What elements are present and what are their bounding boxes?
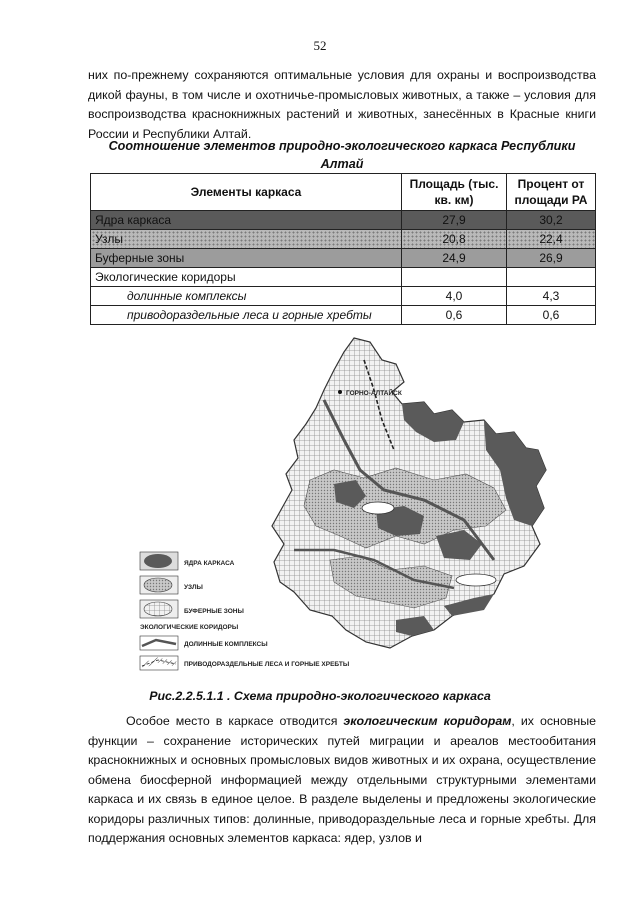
row-name: долинные комплексы	[91, 287, 402, 306]
intro-paragraph-text: них по-прежнему сохраняются оптимальные условия для охраны и воспроизводства дикой фауны, в том числе и охотничье-промысловых животных, а также – условия для воспроизводства краснокнижных растений и животных, занесённых в Красные книги России и Республики Алтай.	[88, 68, 596, 141]
row-percent: 4,3	[507, 287, 596, 306]
figure-caption: Рис.2.2.5.1.1 . Схема природно-экологического каркаса	[149, 689, 491, 703]
row-name: Узлы	[91, 230, 402, 249]
table-row	[91, 268, 596, 287]
city-marker	[338, 390, 342, 394]
row-percent: 22,4	[507, 230, 596, 249]
table-row	[91, 249, 596, 268]
row-percent: 26,9	[507, 249, 596, 268]
intro-paragraph	[88, 66, 596, 144]
table-row	[91, 287, 596, 306]
row-percent: 30,2	[507, 211, 596, 230]
header-elements: Элементы каркаса	[91, 174, 402, 211]
legend-cores: ЯДРА КАРКАСА	[184, 560, 235, 567]
table-header-row	[91, 174, 596, 211]
legend-nodes: УЗЛЫ	[184, 584, 203, 591]
row-area	[402, 268, 507, 287]
row-area: 27,9	[402, 211, 507, 230]
header-percent: Процент от площади РА	[507, 174, 596, 211]
row-area: 20,8	[402, 230, 507, 249]
row-name: Ядра каркаса	[91, 211, 402, 230]
row-area: 24,9	[402, 249, 507, 268]
body-text-before: Особое место в каркасе отводится	[126, 714, 344, 728]
page-number: 52	[313, 38, 327, 53]
legend-ridges: ПРИВОДОРАЗДЕЛЬНЫЕ ЛЕСА И ГОРНЫЕ ХРЕБТЫ	[184, 661, 350, 668]
body-text-bold: экологическим коридорам	[343, 714, 512, 728]
lake	[362, 502, 394, 514]
table-title: Соотношение элементов природно-экологического каркаса Республики Алтай	[108, 139, 576, 171]
legend-corridors-heading: ЭКОЛОГИЧЕСКИЕ КОРИДОРЫ	[140, 624, 239, 631]
row-percent	[507, 268, 596, 287]
body-paragraph	[88, 712, 596, 849]
framework-table	[90, 173, 596, 325]
body-paragraph-text	[88, 712, 596, 849]
framework-map	[134, 330, 604, 680]
map-svg	[134, 330, 604, 680]
city-label: ГОРНО-АЛТАЙСК	[346, 390, 402, 397]
row-name: Буферные зоны	[91, 249, 402, 268]
row-percent: 0,6	[507, 306, 596, 325]
lake	[456, 574, 496, 586]
table-row	[91, 230, 596, 249]
legend-buffer: БУФЕРНЫЕ ЗОНЫ	[184, 608, 244, 615]
table-row	[91, 306, 596, 325]
header-area: Площадь (тыс. кв. км)	[402, 174, 507, 211]
body-text-after: , их основные функции – сохранение исторических путей миграции и ареалов местообитания краснокнижных и основных промысловых видов животных и их охрана, осуществление обмена биосферной информацией между отдельными структурными элементами каркаса и их связь в единое целое. В разделе выделены и предложены экологические коридоры различных типов: долинные, приводораздельные леса и горные хребты. Для поддержания основных элементов каркаса: ядер, узлов и	[88, 714, 596, 845]
legend-valley: ДОЛИННЫЕ КОМПЛЕКСЫ	[184, 641, 268, 648]
row-name: приводораздельные леса и горные хребты	[91, 306, 402, 325]
row-area: 4,0	[402, 287, 507, 306]
row-name: Экологические коридоры	[91, 268, 402, 287]
row-area: 0,6	[402, 306, 507, 325]
table-row	[91, 211, 596, 230]
